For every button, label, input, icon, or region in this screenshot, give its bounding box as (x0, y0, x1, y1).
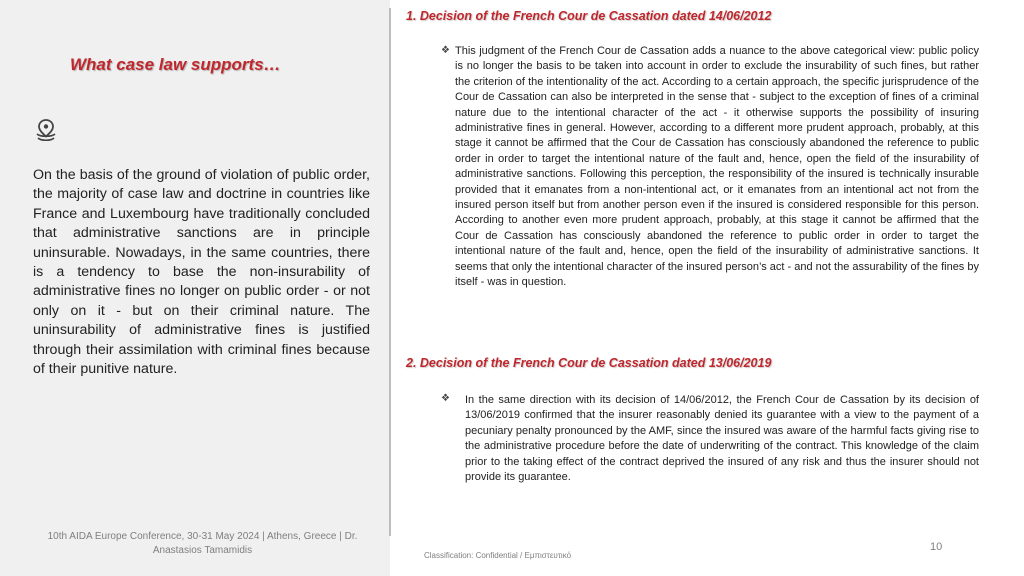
footer-conference: 10th AIDA Europe Conference, 30-31 May 2024 | Athens, Greece | Dr. Anastasios Tamamidis (47, 531, 358, 556)
classification-label: Classification: Confidential / Εμπιστευτικό (424, 551, 572, 560)
diamond-bullet-icon: ❖ (441, 45, 450, 56)
left-body-text: On the basis of the ground of violation of public order, the majority of case law and doctrine in countries like France and Luxembourg have traditionally concluded that administrative sanctions are in principle uninsurable. Nowadays, in the same countries, there is a tendency to base the non-insurability of administrative fines no longer on public order - or not only on it - but on their criminal nature. The uninsurability of administrative fines is justified through their assimilation with criminal fines because of their punitive nature. (33, 167, 370, 378)
section1-paragraph: This judgment of the French Cour de Cassation adds a nuance to the above categorical view: public policy is no longer the basis to be taken into account in order to exclude the insurability of such fines, but rather the criterion of the intentionality of the act. According to a certain approach, the specific jurisprudence of the Cour de Cassation can also be interpreted in the sense that - subject to the exception of fines of a criminal nature due to the intentional character of the act - it otherwise supports the possibility of insuring administrative fines in general. However, according to a different more prudent approach, probably, at this stage it cannot be affirmed that the Cour de Cassation has consciously abandoned the reference to public order in order to target the intentional nature of the fault and, hence, open the field of the insurability of administrative sanctions. Following this perception, the responsibility of the insured is technically insurable provided that it emanates from a non-intentional act, or it emanates from an intentional act not from the insured person itself but from another person even if the insured is considered responsible for this person. According to another even more prudent approach, probably, at this stage it cannot be affirmed that the Cour de Cassation has consciously abandoned the reference to public order in order to target the intentional nature of the fault and, hence, open the field of the insurability of administrative sanctions. It seems that only the intentional character of the insured person’s act - and not the assurability of the fines by itself - was in question. (455, 45, 979, 289)
slide-title: What case law supports… (70, 55, 281, 74)
section2-paragraph: In the same direction with its decision of 14/06/2012, the French Cour de Cassation by its decision of 13/06/2019 confirmed that the insurer reasonably denied its guarantee with a view to the payment of a pecuniary penalty pronounced by the AMF, since the insured was aware of the harmful facts giving rise to the administrative procedure before the date of underwriting of the contract. This knowledge of the claim prior to the taking effect of the contract deprived the insured of any risk and thus the insurer should not provide its guarantee. (465, 394, 979, 484)
section1-heading: 1. Decision of the French Cour de Cassation dated 14/06/2012 (406, 9, 772, 23)
divider (389, 8, 391, 536)
diamond-bullet-icon: ❖ (441, 393, 450, 404)
globe-pin-icon (34, 118, 58, 142)
section2-heading: 2. Decision of the French Cour de Cassation dated 13/06/2019 (406, 356, 772, 370)
page-number: 10 (930, 541, 943, 553)
